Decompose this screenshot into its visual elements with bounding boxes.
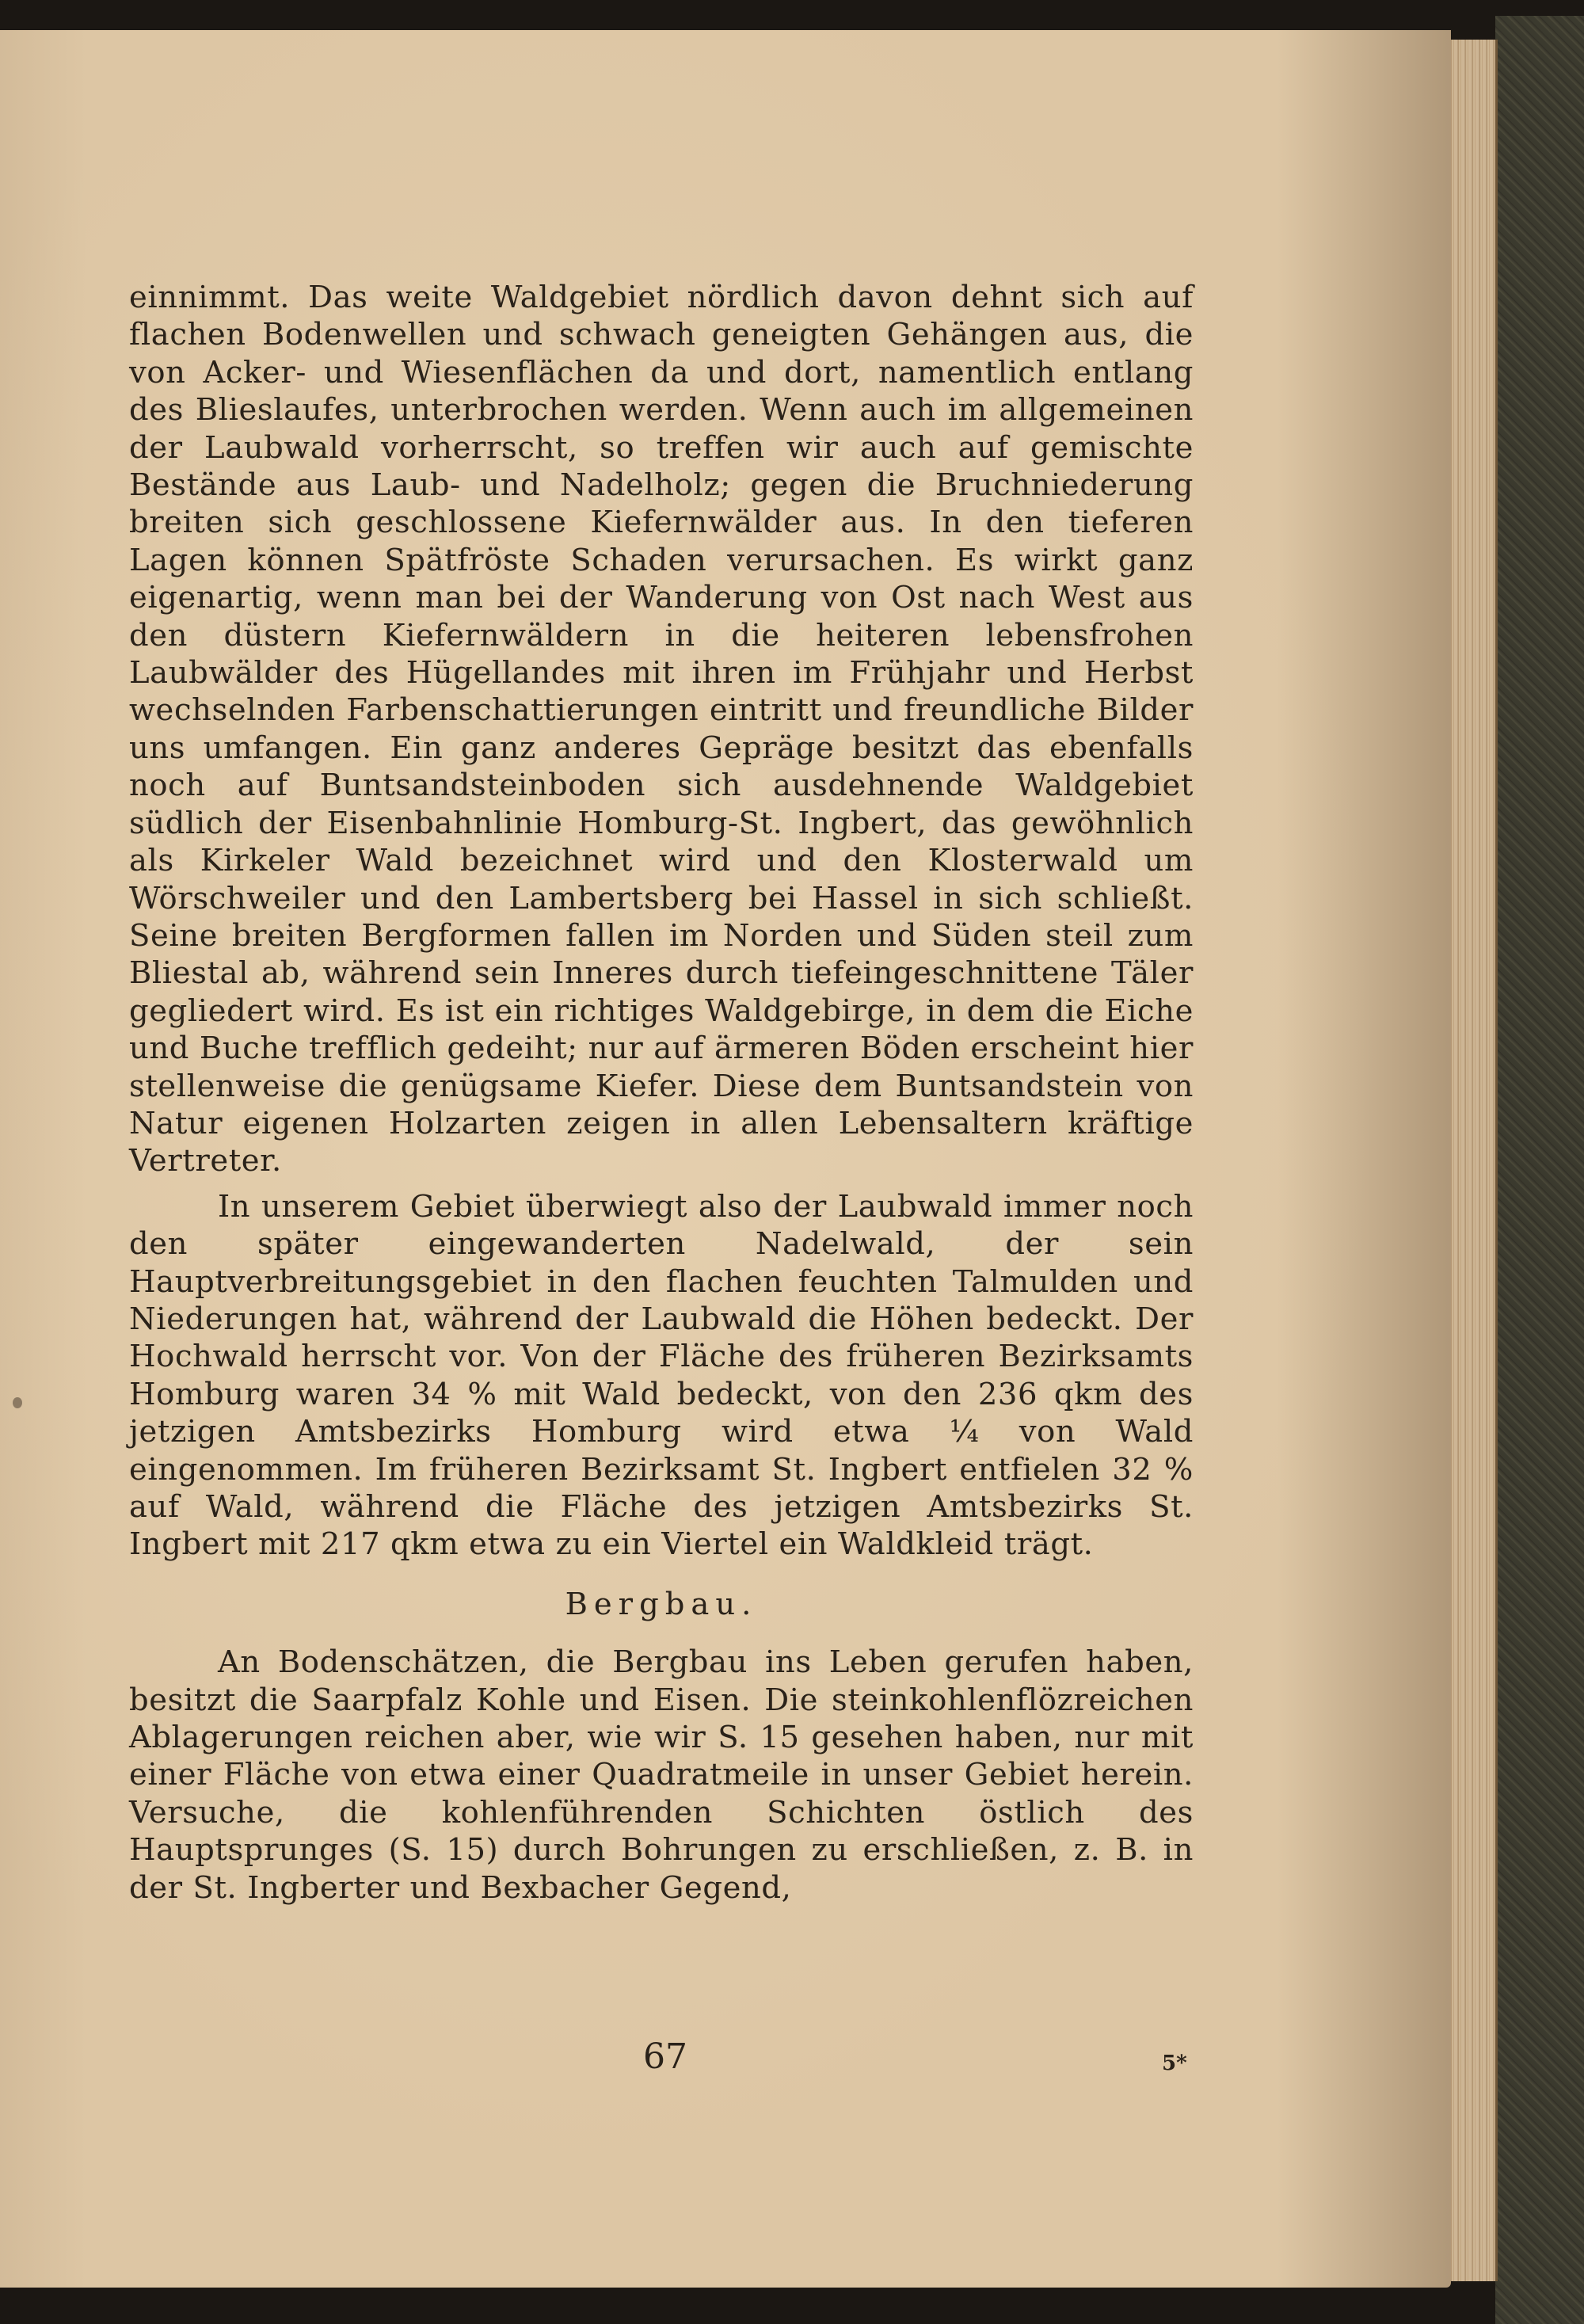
paragraph-forest-regions: einnimmt. Das weite Waldgebiet nördlich davon dehnt sich auf flachen Bodenwellen und schwach geneigten Gehängen aus, die von Acker- und Wiesenflächen da und dort, namentlich entlang des Blieslaufes, unterbrochen werden. Wenn auch im allgemeinen der Laubwald vorherrscht, so treffen wir auch auf gemischte Bestände aus Laub- und Nadelholz; gegen die Bruchniederung breiten sich geschlossene Kiefernwälder aus. In den tieferen Lagen können Spätfröste Schaden verursachen. Es wirkt ganz eigenartig, wenn man bei der Wanderung von Ost nach West aus den düstern Kiefernwäldern in die heiteren lebensfrohen Laubwälder des Hügellandes mit ihren im Frühjahr und Herbst wechselnden Farbenschattierungen eintritt und freundliche Bilder uns umfangen. Ein ganz anderes Gepräge besitzt das ebenfalls noch auf Buntsandsteinboden sich ausdehnende Waldgebiet südlich der Eisenbahnlinie Homburg-St. Ingbert, das gewöhnlich als Kirkeler Wald bezeichnet wird und den Klosterwald um Wörschweiler und den Lambertsberg bei Hassel in sich schließt. Seine breiten Bergformen fallen im Norden und Süden steil zum Bliestal ab, während sein Inneres durch tiefeingeschnittene Täler gegliedert wird. Es ist ein richtiges Waldgebirge, in dem die Eiche und Buche trefflich gedeiht; nur auf ärmeren Böden erscheint hier stellenweise die genügsame Kiefer. Diese dem Buntsandstein von Natur eigenen Holzarten zeigen in allen Lebensaltern kräftige Vertreter. [129,280,1194,1179]
book-cover-edge [1495,16,1584,2324]
section-heading-bergbau: Bergbau. [565,1586,758,1622]
paragraph-mining: An Bodenschätzen, die Bergbau ins Leben gerufen haben, besitzt die Saarpfalz Kohle und Eisen. Die steinkohlenflözreichen Ablagerungen reichen aber, wie wir S. 15 gesehen haben, nur mit einer Fläche von etwa einer Quadratmeile in unser Gebiet herein. Versuche, die kohlenführenden Schichten östlich des Hauptsprunges (S. 15) durch Bohrungen zu erschließen, z. B. in der St. Ingberter und Bexbacher Gegend, [129,1644,1194,1906]
paper-blemish [13,1397,22,1408]
signature-mark: 5* [1162,2052,1187,2075]
page-number: 67 [643,2036,687,2077]
paragraph-forest-statistics: In unserem Gebiet überwiegt also der Laubwald immer noch den später eingewanderten Nadelwald, der sein Hauptverbreitungsgebiet in den flachen feuchten Talmulden und Niederungen hat, während der Laubwald die Höhen bedeckt. Der Hochwald herrscht vor. Von der Fläche des früheren Bezirksamts Homburg waren 34 % mit Wald bedeckt, von den 236 qkm des jetzigen Amtsbezirks Homburg wird etwa ¼ von Wald eingenommen. Im früheren Bezirksamt St. Ingbert entfielen 32 % auf Wald, während die Fläche des jetzigen Amtsbezirks St. Ingbert mit 217 qkm etwa zu ein Viertel ein Waldkleid trägt. [129,1188,1194,1563]
page-text-block [129,279,1194,1907]
